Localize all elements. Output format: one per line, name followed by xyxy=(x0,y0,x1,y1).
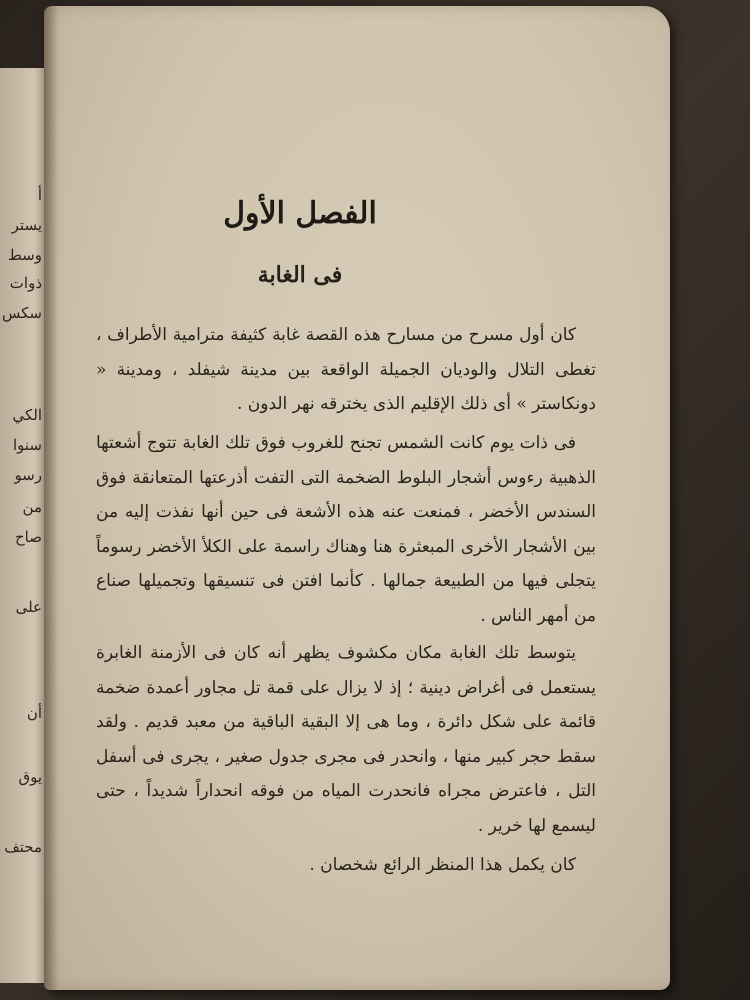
paragraph xyxy=(96,426,596,633)
left-page-line: محتف xyxy=(4,838,42,856)
left-page-line: الكي xyxy=(12,406,42,424)
left-page-line: وسط xyxy=(7,246,42,264)
left-page-line: من xyxy=(22,498,42,516)
left-page-line: صاح xyxy=(15,528,42,546)
paragraph xyxy=(96,636,596,843)
left-page-line: يوق xyxy=(18,768,42,786)
paragraph-text: كان أول مسرح من مسارح هذه القصة غابة كثيفة مترامية الأطراف ، تغطى التلال والوديان الجميلة الواقعة بين مدينة شيفلد ، ومدينة « دونكاستر » أى ذلك الإقليم الذى يخترقه نهر الدون . xyxy=(96,325,596,414)
page-gutter-shadow xyxy=(44,6,58,990)
left-page-line: أن xyxy=(26,704,42,722)
chapter-subtitle: فى الغابة xyxy=(257,262,343,288)
left-page-line: أ xyxy=(37,186,42,204)
paragraph xyxy=(96,318,596,422)
left-page-line: سنوا xyxy=(12,436,42,454)
paragraph-text: يتوسط تلك الغابة مكان مكشوف يظهر أنه كان فى الأزمنة الغابرة يستعمل فى أغراض دينية ؛ إذ لا يزال على قمة تل مجاور أعمدة ضخمة قائمة على شكل دائرة ، وما هى إلا البقية الباقية من معبد قديم . ولقد سقط حجر كبير منها ، وانحدر فى مجرى جدول صغير ، يجرى فى أسفل التل ، فاعترض مجراه فانحدرت المياه من فوقه انحداراً شديداً ، حتى ليسمع لها خرير . xyxy=(96,643,596,836)
left-page-edge xyxy=(0,68,48,983)
left-page-line: سكس xyxy=(2,304,42,322)
left-page-line: يستر xyxy=(11,216,42,234)
paragraph-text: فى ذات يوم كانت الشمس تجنح للغروب فوق تلك الغابة تتوج أشعتها الذهبية رءوس أشجار البلوط الضخمة التى التفت أذرعتها المتعانقة فوق السندس الأخضر ، فمنعت عنه هذه الأشعة فى حين أنها نفذت إليه من بين الأشجار الأخرى المبعثرة هنا وهناك راسمة على الكلأ الأخضر رسوماً يتجلى فيها من الطبيعة جمالها . كأنما افتن فى تنسيقها وتجميلها صناع من أمهر الناس . xyxy=(96,433,596,626)
paragraph-text: كان يكمل هذا المنظر الرائع شخصان . xyxy=(309,855,576,875)
paragraph xyxy=(96,848,596,883)
chapter-title: الفصل الأول xyxy=(223,196,377,231)
left-page-line: رسو xyxy=(14,466,42,484)
left-page-line: ذوات xyxy=(9,274,42,292)
left-page-line: على xyxy=(15,598,42,616)
